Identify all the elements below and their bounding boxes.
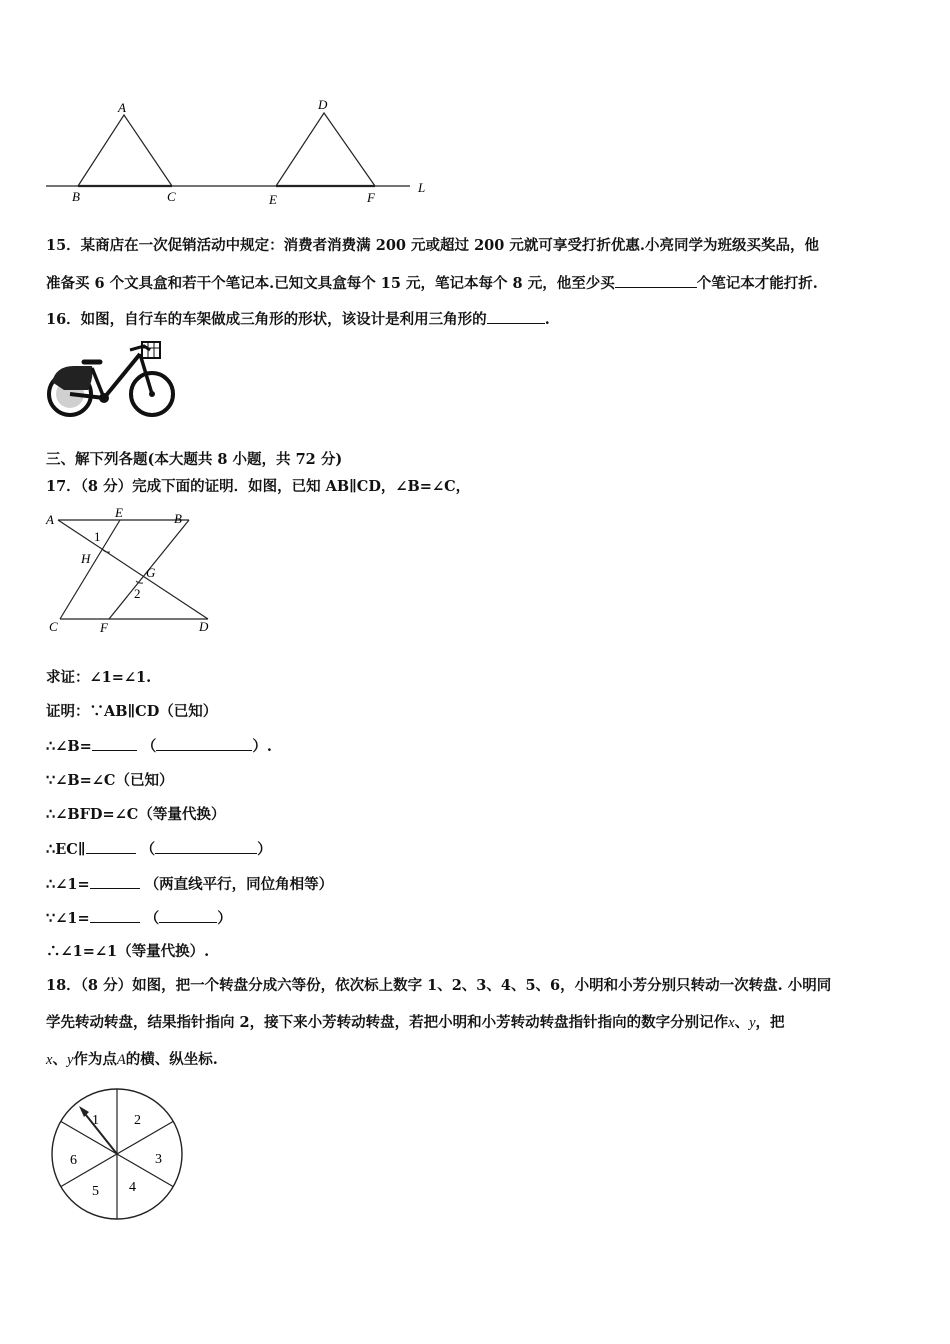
spinner-number-1: 1: [92, 1113, 99, 1128]
q17-label-F: F: [100, 620, 108, 635]
q17-step-4: [46, 805, 225, 825]
q17-step-7: [46, 908, 232, 929]
label-A: A: [118, 100, 126, 115]
q17-step-5-text: ∴EC∥: [46, 841, 86, 858]
q17-step-2-text: ∴∠B=: [46, 738, 92, 755]
q18-line3-text-a: 作为点: [73, 1051, 117, 1068]
q17-label-1: 1: [94, 529, 101, 544]
q17-step-6: [46, 874, 333, 895]
spinner-number-6: 6: [70, 1153, 77, 1168]
q17-title: 17．（8 分）完成下面的证明．如图，已知 AB∥CD，∠B=∠C，: [46, 478, 471, 495]
spinner-figure: [46, 1088, 188, 1220]
q18-var-x-2: x: [46, 1052, 53, 1068]
q15-line2-text-b: 个笔记本才能打折.: [696, 275, 818, 292]
q17-step-2-open: （: [141, 738, 157, 755]
label-E: E: [269, 192, 277, 207]
q16-text-a: 16．如图，自行车的车架做成三角形的形状，该设计是利用三角形的: [46, 311, 487, 328]
q17-step-3: [46, 771, 173, 791]
spinner-number-3: 3: [155, 1152, 162, 1167]
q17-label-2: 2: [134, 586, 141, 601]
q16-text-b: .: [544, 311, 550, 328]
spinner-number-5: 5: [92, 1184, 99, 1199]
spinner-number-2: 2: [134, 1113, 141, 1128]
q18-line2: [46, 1013, 785, 1033]
q17-step-2-blank-2[interactable]: [156, 736, 252, 751]
q17-step-5: [46, 839, 272, 860]
q17-step-5-blank-2[interactable]: [155, 839, 257, 854]
label-D: D: [318, 97, 328, 112]
q17-step-8: [46, 942, 209, 962]
q18-line3: [46, 1050, 218, 1070]
q17-step-3-text: ∵∠B=∠C（已知）: [46, 772, 174, 789]
q15-line2-text-a: 准备买 6 个文具盒和若干个笔记本.已知文具盒每个 15 元，笔记本每个 8 元，他至少买: [46, 275, 615, 292]
q17-label-G: G: [146, 565, 156, 580]
q17-step-5-open: （: [140, 841, 156, 858]
q18-line3-text-b: 的横、纵坐标.: [125, 1051, 218, 1068]
q17-step-1: [46, 702, 217, 722]
q17-label-E: E: [115, 505, 123, 520]
q17-step-6-text: ∴∠1=: [46, 876, 90, 893]
q17-step-1-text: 证明：∵AB∥CD（已知）: [46, 703, 218, 720]
q17-step-2-close: ）.: [252, 738, 272, 755]
q17-step-2-blank-1[interactable]: [92, 736, 137, 751]
label-C: C: [167, 189, 176, 204]
q18-sep-2: 、: [52, 1051, 67, 1068]
q15-line1: 15．某商店在一次促销活动中规定：消费者消费满 200 元或超过 200 元就可享受打折优惠.小亮同学为班级买奖品，他: [46, 237, 819, 254]
bicycle-image: [44, 338, 180, 420]
q16-answer-blank[interactable]: [487, 309, 545, 324]
q18-line2-text-b: ，把: [755, 1014, 785, 1031]
q17-step-7-open: （: [144, 910, 160, 927]
q17-step-7-blank-2[interactable]: [159, 908, 217, 923]
label-L: L: [418, 180, 426, 195]
q18-var-x: x: [728, 1015, 735, 1031]
q17-label-C: C: [49, 619, 58, 634]
q17-step-7-text: ∵∠1=: [46, 910, 90, 927]
q17-label-B: B: [174, 511, 182, 526]
q17-prove: 求证：∠1=∠1.: [46, 669, 152, 686]
q18-line1: 18．（8 分）如图，把一个转盘分成六等份，依次标上数字 1、2、3、4、5、6，小明和小芳分别只转动一次转盘. 小明同: [46, 977, 832, 994]
q17-step-6-reason: （两直线平行，同位角相等）: [144, 876, 334, 893]
q17-step-5-blank-1[interactable]: [86, 839, 136, 854]
q18-var-y: y: [749, 1015, 756, 1031]
q15-line2: [46, 273, 818, 294]
q17-label-H: H: [81, 551, 91, 566]
q18-sep: 、: [734, 1014, 750, 1031]
q17-step-7-close: ）: [217, 910, 232, 927]
q15-answer-blank[interactable]: [615, 273, 697, 288]
q18-line2-text-a: 学先转动转盘，结果指针指向 2，接下来小芳转动转盘，若把小明和小芳转动转盘指针指向的数字分别记作: [46, 1014, 729, 1031]
q18-var-y-2: y: [66, 1052, 74, 1068]
q17-step-6-blank-1[interactable]: [90, 874, 140, 889]
q17-step-2: [46, 736, 272, 757]
triangles-figure: [40, 95, 440, 210]
q17-label-A: A: [46, 512, 54, 527]
spinner-number-4: 4: [129, 1180, 136, 1195]
q17-figure: [44, 503, 219, 638]
label-B: B: [72, 189, 80, 204]
q17-step-8-text: ∴∠1=∠1（等量代换）.: [46, 943, 210, 960]
q16-line: [46, 309, 550, 330]
section3-heading: 三、解下列各题(本大题共 8 小题，共 72 分): [46, 451, 343, 468]
q17-label-D: D: [199, 619, 209, 634]
q17-step-5-close: ）: [257, 841, 272, 858]
label-F: F: [367, 190, 375, 205]
q18-var-A: A: [116, 1052, 126, 1068]
q17-step-4-text: ∴∠BFD=∠C（等量代换）: [46, 806, 226, 823]
q17-step-7-blank-1[interactable]: [90, 908, 140, 923]
